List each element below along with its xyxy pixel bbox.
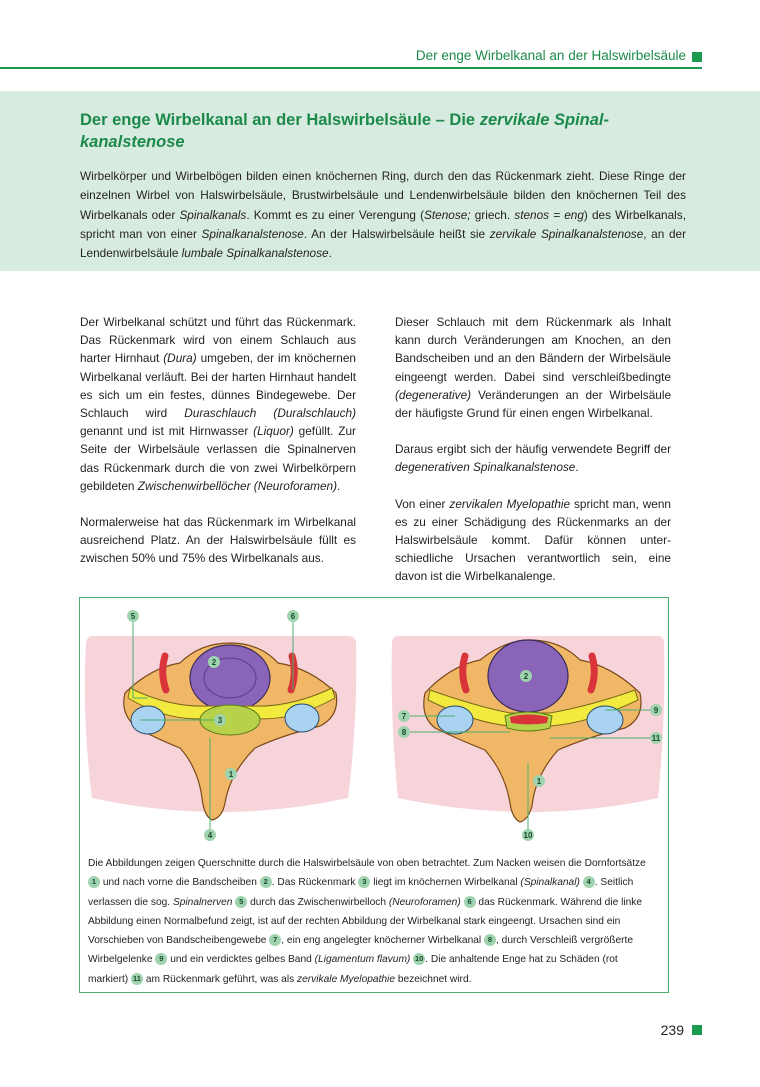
label-10: 10 (523, 831, 533, 840)
label-6: 6 (290, 612, 296, 621)
label-1: 1 (536, 777, 542, 786)
paragraph: Dieser Schlauch mit dem Rückenmark als Inhalt kann durch Veränderungen am Knochen, an den Bandscheiben und an den Bändern der Wirbelsäule eingeengt werden. Dabei sind verschleißbedingte (degenerative) Veränderungen an der Wirbelsäule der häufigste Grund für einen engen Wirbelkanal. (395, 315, 671, 421)
label-2: 2 (211, 658, 217, 667)
spinal-nerve-right (591, 656, 594, 690)
label-5: 5 (130, 612, 136, 621)
myelopathy-damage (510, 715, 548, 725)
paragraph: Von einer zervikalen Myelopathie spricht man, wenn es zu einer Schädigung des Rückenmarks an der Halswirbelsäule kommt. Dafür können unterschiedliche Ursachen verantwortlich sein, eine davon ist die Wirbelkanalenge. (395, 496, 671, 584)
paragraph: Der Wirbelkanal schützt und führt das Rückenmark. Das Rückenmark wird von einem Schlauch aus harter Hirnhaut (Dura) umgeben, der im knöchernen Wirbelkanal verläuft. Bei der harten Hirnhaut handelt es sich um ein festes, dünnes Bindegewebe. Der Schlauch wird Duraschlauch (Duralschlauch) genannt und ist mit Hirnwasser (Liquor) gefüllt. Zur Seite der Wirbelsäule verlassen die Spinalnerven das Rückenmark durch die von zwei Wirbelkörpern gebildeten Zwischenwirbellöcher (Neuroforamen). (80, 315, 357, 493)
caption-badge: 11 (131, 973, 143, 985)
paragraph: Normalerweise hat das Rückenmark im Wirbelkanal ausreichend Platz. An der Halswirbelsäule füllt es zwischen 50% und 75% des Wirbelkanals aus. (80, 515, 356, 566)
footer-square-marker (692, 1025, 702, 1035)
figure-caption: Die Abbildungen zeigen Querschnitte durch die Halswirbelsäule von oben betrachtet. Zum Nacken weisen die Dornfortsätze 1 und nach vorne die Bandscheiben 2 . Das Rückenmark 3 liegt im knöchernen Wirbelkanal (Spinalkanal) 4 . Seitlich verlassen die sog. Spinalnerven 5 durch das Zwischenwirbelloch (Neuroforamen) 6 das Rückenmark. Während die linke Abbildung einen Normalbefund zeigt, ist auf der rechten Abbildung der Wirbelkanal stark eingeengt. Ursachen sind ein Vorschieben von Bandscheibengewebe 7 , ein eng angelegter knöcherner Wirbelkanal 8 , durch Verschleiß vergrößerte Wirbelgelenke 9 und ein verdicktes gelbes Band (Ligamentum flavum) 10 . Die anhaltende Enge hat zu Schäden (rot markiert) 11 am Rückenmark geführt, was als zervikale Myelopathie bezeichnet wird. (88, 858, 646, 985)
label-9: 9 (653, 706, 659, 715)
label-8: 8 (401, 728, 407, 737)
caption-badge: 3 (358, 876, 370, 888)
intro-paragraph: Wirbelkörper und Wirbelbögen bilden einen knöchernen Ring, durch den das Rückenmark zieht. Diese Ringe der einzelnen Wirbel von Halswirbelsäule, Brustwirbelsäule und Lendenwirbelsäule bilden den knöchernen Teil des Wirbelkanals oder Spinalkanals. Kommt es zu einer Verengung (Stenose; griech. stenos = eng) des Wirbelkanals, spricht man von einer Spinalkanalstenose. An der Halswirbelsäule heißt sie zervikale Spinalkanalstenose, an der Lendenwirbelsäule lumbale Spinalkanalstenose. (80, 169, 687, 261)
intro-box (0, 91, 760, 271)
page-number: 239 (660, 1022, 684, 1038)
caption-badge: 10 (415, 954, 424, 964)
spinal-nerve-left (163, 656, 166, 690)
label-7: 7 (401, 712, 407, 721)
caption-badge: 9 (155, 953, 167, 965)
cross-section-illustrations (80, 598, 668, 848)
caption-badge: 7 (269, 934, 281, 946)
chapter-title: Der enge Wirbelkanal an der Halswirbelsäule – Die zervikale Spinalkanalstenose (80, 111, 610, 151)
caption-badge: 5 (235, 896, 247, 908)
vessel-foramen-right (285, 704, 319, 732)
label-4: 4 (207, 831, 213, 840)
caption-badge: 2 (260, 876, 272, 888)
body-column-left (80, 313, 356, 586)
paragraph: Daraus ergibt sich der häufig verwendete Begriff der degenerativen Spinalkanalstenose. (395, 442, 671, 475)
header-square-marker (692, 52, 702, 62)
caption-badge: 8 (484, 934, 496, 946)
intervertebral-disc (190, 645, 270, 711)
label-11: 11 (651, 734, 661, 743)
spinal-nerve-left (463, 656, 466, 690)
label-3: 3 (217, 716, 223, 725)
caption-badge: 4 (583, 876, 595, 888)
header-rule (0, 67, 702, 69)
normal-vertebra-illustration (85, 622, 356, 835)
label-1: 1 (228, 770, 234, 779)
caption-badge: 1 (88, 876, 100, 888)
label-2: 2 (523, 672, 529, 681)
vessel-foramen-left (437, 706, 473, 734)
stenosis-vertebra-illustration (392, 636, 665, 834)
figure-box (79, 597, 669, 993)
caption-badge: 6 (464, 896, 476, 908)
body-column-right (395, 313, 671, 604)
running-header: Der enge Wirbelkanal an der Halswirbelsäule (415, 48, 686, 63)
